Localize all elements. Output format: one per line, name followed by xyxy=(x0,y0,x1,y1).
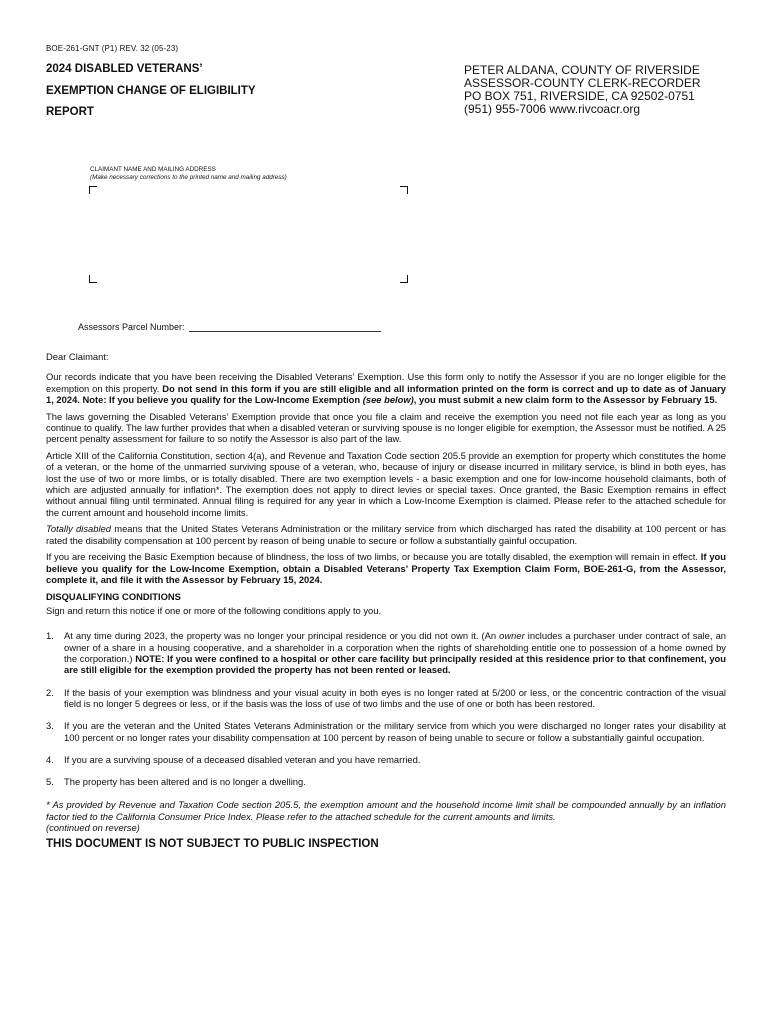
p1-bold-italic: (see below) xyxy=(362,393,414,405)
address-line-2: ASSESSOR-COUNTY CLERK-RECORDER xyxy=(464,76,701,90)
parcel-number-row xyxy=(78,321,381,332)
form-title-line-2: EXEMPTION CHANGE OF ELIGIBILITY xyxy=(46,85,256,97)
p1-text: Our records indicate that you have been receiving the Disabled Veterans’ Exemption. Use this form only to notify the Assessor if you are no longer eligible for the exemption on this property. xyxy=(46,371,726,394)
claimant-address-label xyxy=(90,166,287,182)
form-title-line-1: 2024 DISABLED VETERANS’ xyxy=(46,63,203,75)
condition-item xyxy=(46,687,726,710)
inflation-footnote: * As provided by Revenue and Taxation Code section 205.5, the exemption amount and the household income limit shall be compounded annually by an inflation factor tied to the California Consumer Price Index. Please refer to the attached schedule for the current amounts and limits. xyxy=(46,799,726,822)
p1-bold: Do not send in this form if you are still eligible and all information printed on the form is correct and up to date as of January 1, 2024. Note: If you believe you qualify for the Low-Income Exemption xyxy=(46,382,726,405)
p4-text: means that the United States Veterans Administration or the military service from which discharged has rated the disability at 100 percent or has rated the disability compensation at 100 percent by reason of being unable to secure or follow a substantially gainful occupation. xyxy=(46,523,726,546)
disqualifying-conditions-heading: DISQUALIFYING CONDITIONS xyxy=(46,590,181,602)
continued-on-reverse: (continued on reverse) xyxy=(46,822,140,833)
p1-bold-end: , you must submit a new claim form to the Assessor by February 15. xyxy=(413,393,718,405)
disqualifying-conditions-list xyxy=(46,630,726,787)
condition-text: If you are the veteran and the United States Veterans Administration or the military service from which you were discharged no longer rates your disability at 100 percent or no longer rates your disability compensation at 100 percent by reason of being unable to secure or follow a substantially gainful occupation. xyxy=(64,720,726,743)
p4-italic-term: Totally disabled xyxy=(46,523,111,535)
condition-number: 2. xyxy=(46,686,54,698)
paragraph-totally-disabled xyxy=(46,523,726,546)
condition-item xyxy=(46,630,726,675)
condition-number: 5. xyxy=(46,776,54,788)
condition-number: 4. xyxy=(46,753,54,765)
condition-text: If you are a surviving spouse of a deceased disabled veteran and you have remarried. xyxy=(64,753,421,765)
paragraph-laws: The laws governing the Disabled Veterans’ Exemption provide that once you file a claim and receive the exemption you need not file each year as long as you continue to qualify. The law further provides that when a disabled veteran or surviving spouse is no longer eligible for exemption, the Assessor must be notified. A 25 percent penalty assessment for failure to so notify the Assessor is also part of the law. xyxy=(46,410,726,445)
address-line-3: PO BOX 751, RIVERSIDE, CA 92502-0751 xyxy=(464,89,695,103)
form-number: BOE-261-GNT (P1) REV. 32 (05-23) xyxy=(46,44,179,53)
address-window-corner-bottom-left xyxy=(89,275,97,283)
parcel-number-label: Assessors Parcel Number: xyxy=(78,322,185,332)
p5-text: If you are receiving the Basic Exemption because of blindness, the loss of two limbs, or because you are totally disabled, the exemption will remain in effect. xyxy=(46,551,701,563)
paragraph-basic-exemption xyxy=(46,551,726,585)
address-line-1: PETER ALDANA, COUNTY OF RIVERSIDE xyxy=(464,63,700,77)
letter-body xyxy=(46,351,726,856)
paragraph-eligibility-notice xyxy=(46,371,726,405)
condition-item xyxy=(46,720,726,743)
address-window-corner-top-right xyxy=(400,186,408,194)
form-title-line-3: REPORT xyxy=(46,106,94,118)
parcel-number-field[interactable] xyxy=(189,321,381,332)
paragraph-article-xiii: Article XIII of the California Constitution, section 4(a), and Revenue and Taxation Code section 205.5 provide an exemption for property which constitutes the home of a veteran, or the home of the unmarried surviving spouse of a veteran, who, because of injury or disease incurred in military service, is blind in both eyes, has lost the use of two or more limbs, or is totally disabled. There are two exemption levels - a basic exemption and one for low-income household claimants, both of which are adjusted annually for inflation*. The exemption does not apply to direct levies or special taxes. Once granted, the Basic Exemption remains in effect without annual filing until terminated. Annual filing is required for any year in which a Low-Income Exemption is claimed. Please refer to the attached schedule for the current amount and household income limits. xyxy=(46,450,726,518)
public-inspection-notice: THIS DOCUMENT IS NOT SUBJECT TO PUBLIC INSPECTION xyxy=(46,838,379,851)
assessor-address-block xyxy=(464,64,700,116)
claimant-sublabel: (Make necessary corrections to the printed name and mailing address) xyxy=(90,174,287,181)
address-window-corner-bottom-right xyxy=(400,275,408,283)
condition-number: 3. xyxy=(46,720,54,732)
salutation: Dear Claimant: xyxy=(46,351,109,362)
condition-item xyxy=(46,776,726,787)
condition-item xyxy=(46,754,726,765)
address-line-4: (951) 955-7006 www.rivcoacr.org xyxy=(464,102,641,116)
condition-number: 1. xyxy=(46,630,54,642)
disqualifying-conditions-intro: Sign and return this notice if one or more of the following conditions apply to you. xyxy=(46,605,382,617)
address-window-corner-top-left xyxy=(89,186,97,194)
p5-bold: If you believe you qualify for the Low-Income Exemption, obtain a Disabled Veterans’ Property Tax Exemption Claim Form, BOE-261-G, from the Assessor, complete it, and file it with the Assessor by February 15, 2024. xyxy=(46,551,726,586)
condition-text: At any time during 2023, the property was no longer your principal residence or you did not own it. (An owner includes a purchaser under contract of sale, an owner of a share in a housing cooperative, and a shareholder in a corporation when the rights of shareholding entitle one to possession of a home owned by the corporation.) NOTE: If you were confined to a hospital or other care facility but principally resided at this residence prior to that confinement, you are still eligible for the exemption provided the property has not been rented or leased. xyxy=(64,630,727,676)
claimant-label: CLAIMANT NAME AND MAILING ADDRESS xyxy=(90,166,216,173)
condition-text: The property has been altered and is no longer a dwelling. xyxy=(64,776,306,788)
condition-text: If the basis of your exemption was blindness and your visual acuity in both eyes is no longer rated at 5/200 or less, or the concentric contraction of the visual field is no longer 5 degrees or less, or if the basis was the loss of use of two limbs and the use of one or both has been restored. xyxy=(64,686,726,709)
